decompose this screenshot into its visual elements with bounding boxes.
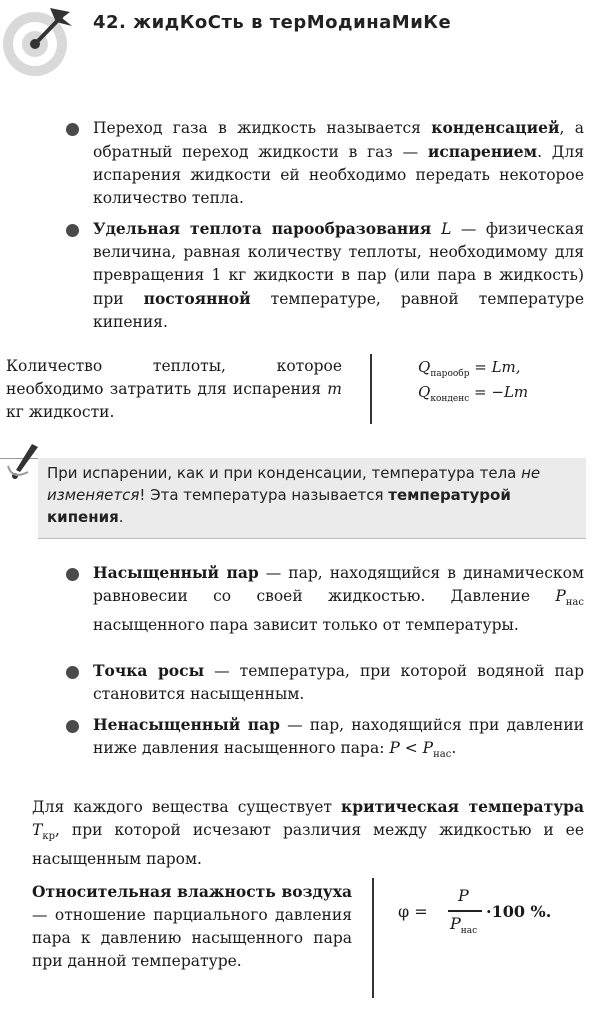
divider-line	[372, 878, 374, 998]
text-segment: конденсацией	[431, 118, 560, 137]
text-segment: нас	[433, 749, 452, 761]
note-text	[47, 462, 583, 528]
text-segment: , при которой исчезают различия между жидкостью и ее насыщенным паром.	[32, 821, 584, 869]
text-segment: При испарении, как и при конденсации, температура тела	[47, 464, 522, 482]
text-segment: m	[327, 380, 342, 398]
text-segment: — пар, находящийся при давлении ниже давления насыщенного пара:	[93, 716, 584, 757]
text-segment: , а обратный переход жидкости в газ —	[93, 119, 584, 161]
text-segment: .	[118, 508, 124, 526]
text-segment: кр	[42, 831, 55, 843]
text-segment: температуре, равной температуре кипения.	[93, 290, 584, 331]
text-segment: Насыщенный пар	[93, 563, 259, 582]
text-segment: кг жидкости.	[6, 403, 115, 421]
text-segment: ! Эта температура называется	[139, 486, 389, 504]
text-segment: Удельная теплота парообразования	[93, 219, 442, 238]
bullet-dew-point	[93, 659, 584, 706]
text-segment: испарением	[427, 142, 538, 161]
divider-line	[370, 354, 372, 424]
text-segment: Ненасыщенный пар	[93, 715, 281, 734]
bullet-dot	[66, 666, 79, 679]
note-bottom-rule	[38, 538, 586, 539]
text-segment: Точка росы	[93, 661, 205, 680]
text-segment: насыщенного пара зависит только от температуры.	[93, 616, 519, 635]
text-segment: — физическая величина, равная количеству теплоты, необходимому для превращения 1 кг жидкости в пар (или пара в жидкость) при	[93, 220, 584, 308]
heat-quantity-text	[6, 355, 342, 424]
bullet-unsaturated-vapor	[93, 713, 584, 766]
text-segment: <	[399, 739, 423, 757]
exclamation-pen-icon	[6, 442, 42, 482]
text-segment: .	[451, 739, 457, 757]
bullet-dot	[66, 123, 79, 136]
fraction-bar	[448, 910, 482, 912]
text-segment: P	[422, 739, 434, 757]
humidity-formula: φ = P $P_{нас}$ ·100 %.	[398, 886, 552, 937]
text-segment: постоянной	[143, 289, 251, 308]
text-segment: Переход газа в жидкость называется	[93, 119, 432, 137]
formula-vaporization: $Q_{парообр} = Lm$,	[418, 358, 521, 379]
critical-temperature-text	[32, 795, 584, 871]
text-segment: — отношение парциального давления пара к давлению насыщенного пара при данной температуре.	[32, 906, 352, 970]
dart-target-logo	[0, 0, 80, 80]
text-segment: Для каждого вещества существует	[32, 798, 342, 816]
bullet-condensation	[93, 116, 584, 210]
text-segment: P	[555, 587, 566, 605]
relative-humidity-text	[32, 880, 352, 973]
text-segment: критическая температура	[341, 797, 584, 816]
text-segment: температурой кипения	[47, 486, 511, 526]
text-segment: . Для испарения жидкости ей необходимо передать некоторое количество тепла.	[93, 143, 584, 207]
text-segment: нас	[565, 597, 584, 609]
text-segment: P	[389, 739, 400, 757]
text-segment: — температура, при которой водяной пар становится насыщенным.	[93, 662, 584, 703]
bullet-saturated-vapor	[93, 561, 584, 637]
text-segment: — пар, находящийся в динамическом равновесии со своей жидкостью. Давление	[93, 564, 584, 605]
text-segment: L	[441, 220, 452, 238]
bullet-dot	[66, 568, 79, 581]
bullet-latent-heat	[93, 217, 584, 334]
bullet-dot	[66, 224, 79, 237]
bullet-dot	[66, 720, 79, 733]
text-segment: T	[32, 821, 43, 839]
text-segment: Количество теплоты, которое необходимо затратить для испарения	[6, 357, 342, 398]
text-segment: не изменяется	[47, 464, 541, 504]
page-title: 42. жидКоСть в терМодинаМиКе	[93, 12, 452, 33]
text-segment: Относительная влажность воздуха	[32, 882, 352, 901]
formula-condensation: $Q_{конденс} = -Lm$	[418, 383, 529, 404]
